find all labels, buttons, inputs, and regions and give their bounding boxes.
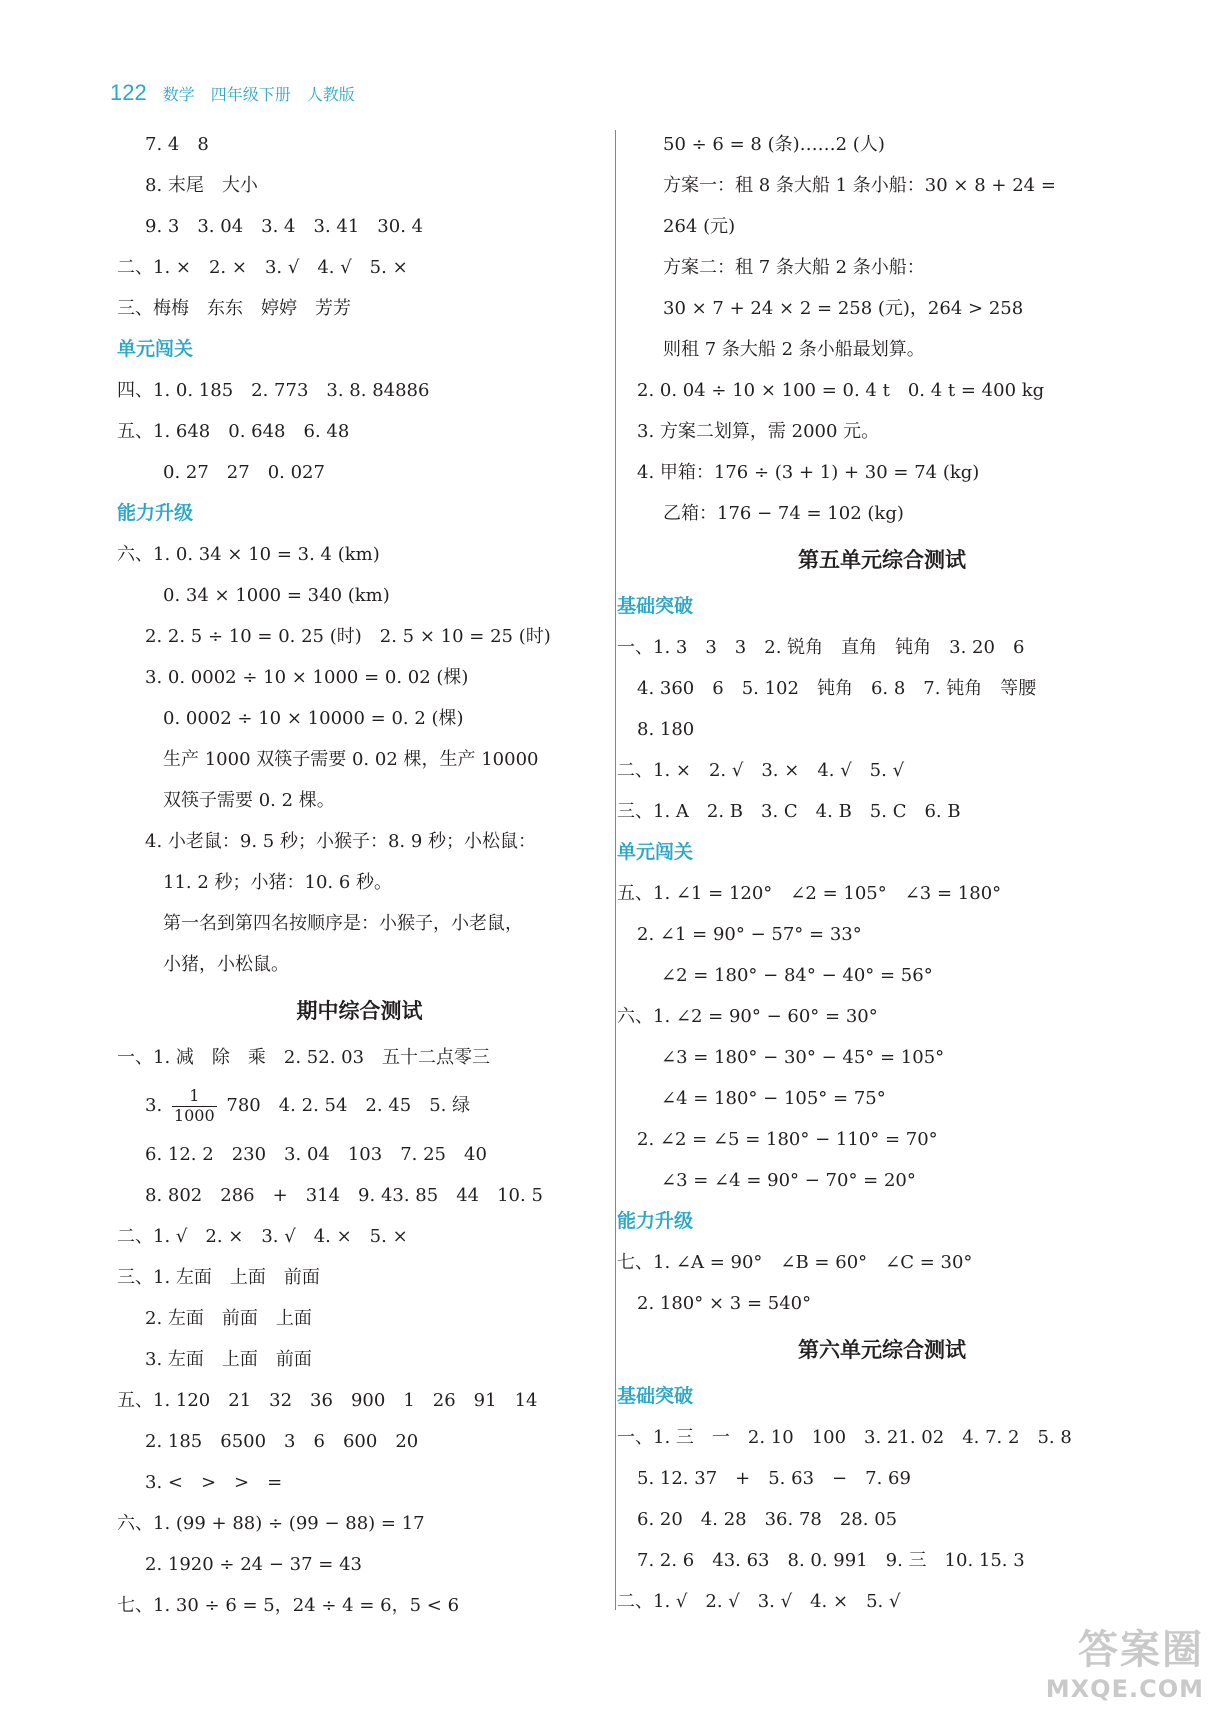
- fraction-numerator: 1: [189, 1086, 200, 1106]
- answer-line: 5. 12. 37 + 5. 63 − 7. 69: [637, 1468, 911, 1489]
- answer-line: 生产 1000 双筷子需要 0. 02 棵，生产 10000: [163, 749, 539, 770]
- answer-line: 8. 180: [637, 719, 695, 740]
- answer-line: 3. 方案二划算，需 2000 元。: [637, 421, 880, 442]
- answer-line: 7. 2. 6 43. 63 8. 0. 991 9. 三 10. 15. 3: [637, 1550, 1025, 1571]
- answer-line: 二、1. × 2. √ 3. × 4. √ 5. √: [617, 760, 905, 781]
- answer-line: 8. 末尾 大小: [145, 175, 258, 196]
- answer-line: 6. 20 4. 28 36. 78 28. 05: [637, 1509, 898, 1530]
- answer-line: 三、1. 左面 上面 前面: [117, 1267, 320, 1288]
- answer-line: ∠3 = 180° − 30° − 45° = 105°: [661, 1047, 945, 1068]
- answer-line: 六、1. (99 + 88) ÷ (99 − 88) = 17: [117, 1513, 425, 1534]
- answer-line: 4. 小老鼠：9. 5 秒；小猴子：8. 9 秒；小松鼠：: [145, 831, 537, 852]
- answer-line: 30 × 7 + 24 × 2 = 258 (元)，264 > 258: [663, 298, 1024, 319]
- answer-suffix: 780 4. 2. 54 2. 45 5. 绿: [226, 1095, 471, 1116]
- watermark-url: MXQE.COM: [1045, 1675, 1204, 1703]
- answer-line: 4. 甲箱：176 ÷ (3 + 1) + 30 = 74 (kg): [637, 462, 980, 483]
- answer-line: 六、1. 0. 34 × 10 = 3. 4 (km): [117, 544, 380, 565]
- answer-prefix: 3.: [145, 1095, 163, 1116]
- answer-line: 3. < > > =: [145, 1472, 283, 1493]
- section-heading: 能力升级: [117, 502, 194, 524]
- answer-line: ∠3 = ∠4 = 90° − 70° = 20°: [661, 1170, 916, 1191]
- answer-line: 四、1. 0. 185 2. 773 3. 8. 84886: [117, 380, 430, 401]
- answer-line: 第一名到第四名按顺序是：小猴子，小老鼠，: [163, 913, 523, 934]
- answer-line: 六、1. ∠2 = 90° − 60° = 30°: [617, 1006, 878, 1027]
- answer-line: 0. 34 × 1000 = 340 (km): [163, 585, 390, 606]
- section-heading: 单元闯关: [617, 841, 694, 863]
- answer-line: 7. 4 8: [145, 134, 209, 155]
- fraction-denominator: 1000: [173, 1105, 215, 1125]
- answer-line: 9. 3 3. 04 3. 4 3. 41 30. 4: [145, 216, 424, 237]
- section-heading: 单元闯关: [117, 338, 194, 360]
- answer-line: 6. 12. 2 230 3. 04 103 7. 25 40: [145, 1144, 487, 1165]
- answer-line: 11. 2 秒；小猪：10. 6 秒。: [163, 872, 393, 893]
- answer-line: 七、1. 30 ÷ 6 = 5，24 ÷ 4 = 6，5 < 6: [117, 1595, 460, 1616]
- answer-line: 2. 180° × 3 = 540°: [637, 1293, 812, 1314]
- answer-line: 小猪，小松鼠。: [163, 954, 289, 975]
- answer-line: 2. ∠1 = 90° − 57° = 33°: [637, 924, 862, 945]
- answer-line: 3. 左面 上面 前面: [145, 1349, 312, 1370]
- answer-line: 2. ∠2 = ∠5 = 180° − 110° = 70°: [637, 1129, 938, 1150]
- left-column: [117, 124, 602, 1626]
- answer-line: 264 (元): [663, 216, 736, 237]
- test-title: 期中综合测试: [296, 999, 423, 1023]
- column-divider: [615, 130, 616, 1610]
- site-watermark: [1046, 1618, 1204, 1703]
- page-number: 122: [110, 80, 147, 105]
- answer-line: 方案二：租 7 条大船 2 条小船：: [663, 257, 925, 278]
- answer-line: 三、梅梅 东东 婷婷 芳芳: [117, 298, 351, 319]
- answer-line: 七、1. ∠A = 90° ∠B = 60° ∠C = 30°: [617, 1252, 973, 1273]
- answer-line: 三、1. A 2. B 3. C 4. B 5. C 6. B: [617, 801, 961, 822]
- answer-line-fraction: [117, 1078, 602, 1134]
- answer-line: 则租 7 条大船 2 条小船最划算。: [663, 339, 925, 360]
- answer-line: 2. 2. 5 ÷ 10 = 0. 25 (时) 2. 5 × 10 = 25 (时): [145, 626, 551, 647]
- section-heading: 基础突破: [617, 1385, 694, 1407]
- test-title: 第五单元综合测试: [798, 548, 966, 572]
- header-grade: 四年级下册: [210, 85, 291, 104]
- answer-line: 2. 1920 ÷ 24 − 37 = 43: [145, 1554, 362, 1575]
- fraction: [172, 1087, 217, 1125]
- section-heading: 能力升级: [617, 1210, 694, 1232]
- answer-line: ∠2 = 180° − 84° − 40° = 56°: [661, 965, 933, 986]
- answer-line: 一、1. 减 除 乘 2. 52. 03 五十二点零三: [117, 1047, 491, 1068]
- answer-line: 50 ÷ 6 = 8 (条)……2 (人): [663, 134, 885, 155]
- answer-line: 一、1. 三 一 2. 10 100 3. 21. 02 4. 7. 2 5. 8: [617, 1427, 1072, 1448]
- answer-line: 8. 802 286 + 314 9. 43. 85 44 10. 5: [145, 1185, 543, 1206]
- answer-line: 五、1. ∠1 = 120° ∠2 = 105° ∠3 = 180°: [617, 883, 1002, 904]
- answer-line: 乙箱：176 − 74 = 102 (kg): [663, 503, 904, 524]
- right-column: [617, 124, 1127, 1622]
- answer-line: 0. 0002 ÷ 10 × 10000 = 0. 2 (棵): [163, 708, 464, 729]
- answer-line: 2. 185 6500 3 6 600 20: [145, 1431, 419, 1452]
- answer-line: 二、1. √ 2. √ 3. √ 4. × 5. √: [617, 1591, 901, 1612]
- test-title: 第六单元综合测试: [798, 1338, 966, 1362]
- answer-line: 二、1. × 2. × 3. √ 4. √ 5. ×: [117, 257, 408, 278]
- answer-line: 双筷子需要 0. 2 棵。: [163, 790, 335, 811]
- answer-line: 五、1. 648 0. 648 6. 48: [117, 421, 350, 442]
- section-heading: 基础突破: [617, 595, 694, 617]
- answer-line: 3. 0. 0002 ÷ 10 × 1000 = 0. 02 (棵): [145, 667, 469, 688]
- answer-line: 方案一：租 8 条大船 1 条小船：30 × 8 + 24 =: [663, 175, 1056, 196]
- answer-line: 4. 360 6 5. 102 钝角 6. 8 7. 钝角 等腰: [637, 678, 1037, 699]
- answer-line: 0. 27 27 0. 027: [163, 462, 325, 483]
- header-subject: 数学: [162, 85, 195, 104]
- answer-line: 2. 0. 04 ÷ 10 × 100 = 0. 4 t 0. 4 t = 400 kg: [637, 380, 1045, 401]
- answer-line: 五、1. 120 21 32 36 900 1 26 91 14: [117, 1390, 538, 1411]
- answer-line: ∠4 = 180° − 105° = 75°: [661, 1088, 886, 1109]
- watermark-logo-text: 答案圈: [1078, 1627, 1204, 1673]
- answer-line: 一、1. 3 3 3 2. 锐角 直角 钝角 3. 20 6: [617, 637, 1025, 658]
- header-edition: 人教版: [306, 85, 355, 104]
- answer-line: 二、1. √ 2. × 3. √ 4. × 5. ×: [117, 1226, 408, 1247]
- page-header: [110, 80, 371, 110]
- answer-line: 2. 左面 前面 上面: [145, 1308, 312, 1329]
